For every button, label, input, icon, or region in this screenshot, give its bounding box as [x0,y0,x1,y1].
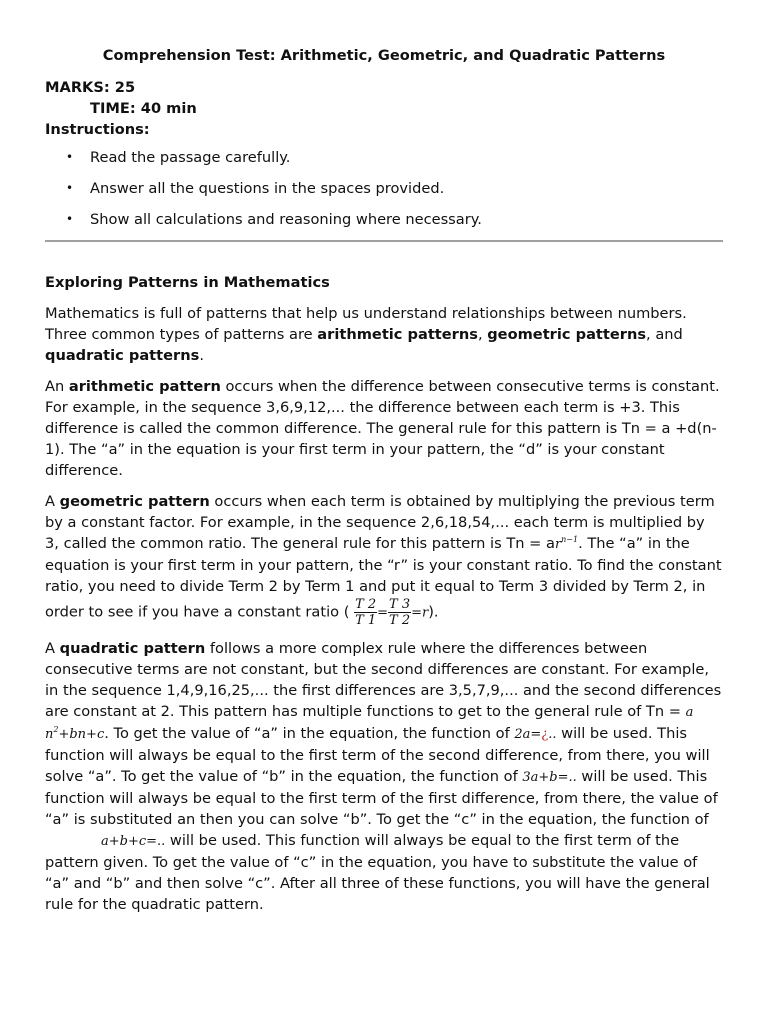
section-divider [45,240,723,242]
quadratic-paragraph: A quadratic pattern follows a more complex rule where the differences between consecutive terms are not constant, but the second differences are constant. For example, in the sequence 1,4,9,16,25,... the first differences are 3,5,7,9,... and the second differences are constant at 2. This pattern has multiple functions to get to the general rule of Tn = a $n^2+bn+c$. To get the value of “a” in the equation, the function of 2a=¿.. will be used. This function will always be equal to the first term of the second difference, from there, you will solve “a”. To get the value of “b” in the equation, the function of 3a+b=.. will be used. This function will always be equal to the first term of the first difference, from there, the value of “a” is substituted an then you can solve “b”. To get the “c” in the equation, the function of a+b+c=.. will be used. This function will always be equal to the first term of the pattern given. To get the value of “c” in the equation, you have to substitute the value of “a” and “b” and then solve “c”. After all three of these functions, you will have the general rule for the quadratic pattern. [45,640,722,913]
arithmetic-paragraph: An arithmetic pattern occurs when the difference between consecutive terms is constant. For example, in the sequence 3,6,9,12,... the difference between each term is +3. This difference is called the common difference. The general rule for this pattern is Tn = a +d(n-1). The “a” in the equation is your first term in your pattern, the “d” is your constant difference. [45,378,720,479]
exponent: n−1 [561,535,579,544]
fraction-t3-t2: $\frac{T 3}{T 2}$ [389,597,411,628]
test-meta [45,77,723,140]
instructions-label: Instructions: [45,121,150,138]
instruction-item: • Answer all the questions in the spaces provided. [45,178,723,199]
quadratic-formula: a $n^2+bn+c$ [45,705,694,742]
page-title: Comprehension Test: Arithmetic, Geometric, and Quadratic Patterns [102,47,666,64]
section-heading: Exploring Patterns in Mathematics [45,274,330,291]
geometric-paragraph: A geometric pattern occurs when each term is obtained by multiplying the previous term by a constant factor. For example, in the sequence 2,6,18,54,... each term is multiplied by 3, called the common ratio. The general rule for this pattern is $Tn = ar^{n-1}$. The “a” in the equation is your first term in your pattern, the “r” is your constant ratio. To find the constant ratio, you need to divide Term 2 by Term 1 and put it equal to Term 3 divided by Term 2, in order to see if you have a constant ratio ( $\frac{T 2}{T 1}$ = $\frac{T 3}{T 2}$ =r). [45,493,722,628]
instructions-list [45,147,723,230]
marks-label: MARKS: 25 [45,79,136,96]
instruction-item: • Read the passage carefully. [45,147,723,168]
time-label: TIME: 40 min [90,100,197,117]
function-b: 3a+b=.. [522,770,577,785]
ratio-term: r [554,537,562,552]
intro-paragraph: Mathematics is full of patterns that help us understand relationships between numbers. Three common types of patterns are arithmetic patterns, geometric patterns, and quadratic patterns. [45,305,687,364]
fraction-t2-t1: $\frac{T 2}{T 1}$ [355,597,377,628]
instruction-item: • Show all calculations and reasoning where necessary. [45,209,723,230]
function-c: a+b+c=.. [101,834,166,849]
function-a: 2a=¿.. [514,727,557,742]
